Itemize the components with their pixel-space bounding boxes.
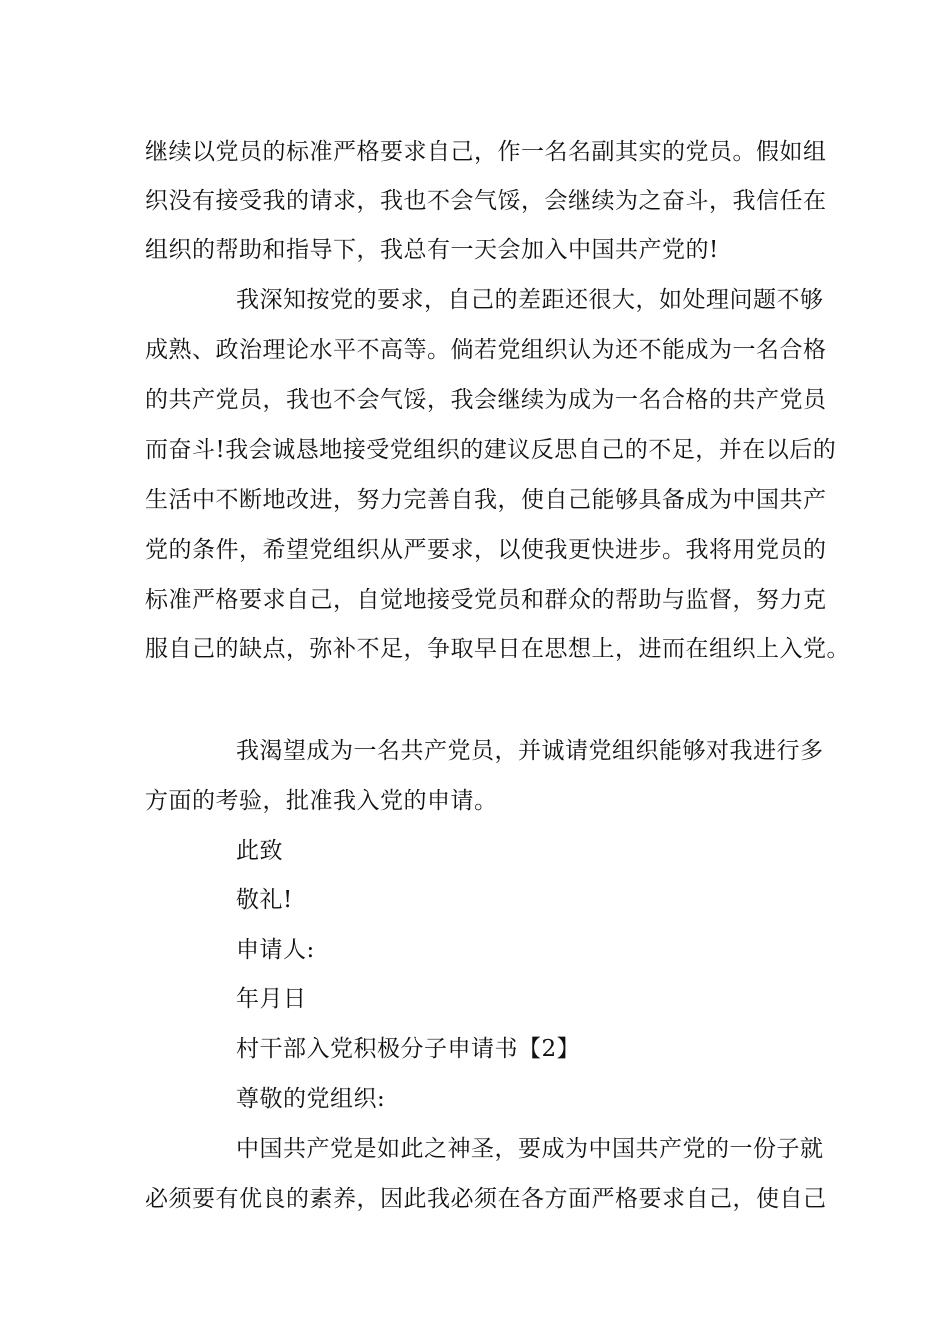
paragraph-line: 成熟、政治理论水平不高等。倘若党组织认为还不能成为一名合格 [145, 337, 827, 363]
salutation: 尊敬的党组织: [236, 1086, 386, 1112]
applicant-line: 申请人: [236, 937, 315, 963]
date-line: 年月日 [236, 986, 307, 1012]
paragraph-line: 党的条件，希望党组织从严要求，以使我更快进步。我将用党员的 [145, 537, 827, 563]
closing-line: 敬礼! [236, 887, 293, 913]
closing-line: 此致 [236, 838, 283, 864]
paragraph-line: 必须要有优良的素养，因此我必须在各方面严格要求自己，使自己 [145, 1186, 827, 1212]
paragraph-line: 织没有接受我的请求，我也不会气馁，会继续为之奋斗，我信任在 [145, 188, 827, 214]
paragraph-line: 生活中不断地改进，努力完善自我，使自己能够具备成为中国共产 [145, 487, 827, 513]
paragraph-line: 方面的考验，批准我入党的申请。 [145, 788, 498, 814]
paragraph-line: 我深知按党的要求，自己的差距还很大，如处理问题不够 [236, 287, 824, 313]
paragraph-line: 我渴望成为一名共产党员，并诚请党组织能够对我进行多 [236, 738, 824, 764]
paragraph-line: 而奋斗!我会诚恳地接受党组织的建议反思自己的不足，并在以后的 [145, 437, 837, 463]
paragraph-line: 的共产党员，我也不会气馁，我会继续为成为一名合格的共产党员 [145, 387, 827, 413]
paragraph-line: 服自己的缺点，弥补不足，争取早日在思想上，进而在组织上入党。 [145, 636, 850, 662]
paragraph-line: 标准严格要求自己，自觉地接受党员和群众的帮助与监督，努力克 [145, 587, 827, 613]
paragraph-line: 中国共产党是如此之神圣，要成为中国共产党的一份子就 [236, 1136, 824, 1162]
section-title: 村干部入党积极分子申请书【2】 [236, 1036, 581, 1062]
paragraph-line: 组织的帮助和指导下，我总有一天会加入中国共产党的! [145, 237, 719, 263]
paragraph-line: 继续以党员的标准严格要求自己，作一名名副其实的党员。假如组 [145, 139, 827, 165]
